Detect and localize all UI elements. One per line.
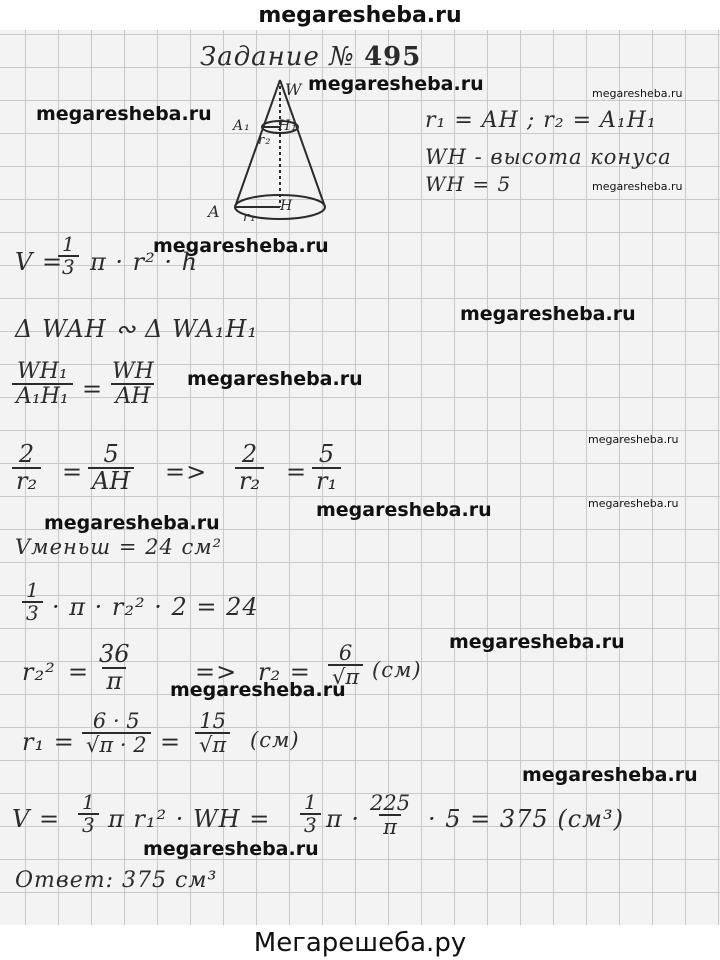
watermark: megaresheba.ru xyxy=(316,499,492,521)
note-height-def: WH - высота конуса xyxy=(425,145,672,169)
ratio-left-num: WH₁ xyxy=(17,359,68,384)
watermark: megaresheba.ru xyxy=(460,303,636,325)
r2-num: 6 xyxy=(338,641,353,665)
final-225-den: π xyxy=(379,814,401,838)
watermark: megaresheba.ru xyxy=(449,631,625,653)
note-height-value: WH = 5 xyxy=(425,172,512,196)
prop-b-left-den: r₂ xyxy=(235,467,264,494)
final-v-lhs: V = xyxy=(12,805,61,833)
note-r1: r₁ = AH xyxy=(425,108,519,133)
r2-unit: (см) xyxy=(372,658,422,682)
prop-b-right-den: r₁ xyxy=(312,467,341,494)
watermark: megaresheba.ru xyxy=(153,235,329,257)
final-225-num: 225 xyxy=(370,791,411,815)
r2sq-num: 36 xyxy=(99,640,130,668)
answer: Ответ: 375 см³ xyxy=(15,868,218,893)
label-a: A xyxy=(208,202,221,221)
r1-eq2: = xyxy=(160,728,182,756)
prop-a-left-den: r₂ xyxy=(12,467,41,494)
prop-b-left-num: 2 xyxy=(241,440,258,468)
final-225 xyxy=(366,792,414,838)
watermark: megaresheba.ru xyxy=(592,180,683,193)
watermark: megaresheba.ru xyxy=(170,679,346,701)
r1-den-b: √π xyxy=(195,732,230,756)
note-r2: ; r₂ = A₁H₁ xyxy=(526,108,657,133)
prop-b-left xyxy=(235,442,264,494)
r2-den: √π xyxy=(328,664,363,688)
ratio-right xyxy=(108,360,158,408)
watermark: megaresheba.ru xyxy=(143,838,319,860)
volume-fraction xyxy=(58,234,79,278)
watermark: megaresheba.ru xyxy=(592,87,683,100)
notebook-page xyxy=(0,30,720,925)
watermark: megaresheba.ru xyxy=(308,73,484,95)
label-a1: A₁ xyxy=(233,118,251,134)
label-r2: r₂ xyxy=(258,133,272,148)
ratio-right-den: AH xyxy=(111,383,154,408)
r1-unit: (см) xyxy=(250,728,300,752)
r2sq-fraction xyxy=(95,642,134,694)
watermark: megaresheba.ru xyxy=(522,764,698,786)
r2-implies: => xyxy=(195,658,238,686)
r1-eq: r₁ = xyxy=(22,728,75,756)
prop-b-right-num: 5 xyxy=(318,440,335,468)
prop-a-right xyxy=(88,442,134,494)
label-h: H xyxy=(280,198,294,214)
prop-a-left-num: 2 xyxy=(18,440,35,468)
prop-a-eq: = xyxy=(62,458,84,486)
watermark: megaresheba.ru xyxy=(187,368,363,390)
r2sq-den: π xyxy=(102,667,126,694)
r1-fraction-a xyxy=(82,710,151,756)
note-radius-line xyxy=(425,108,657,133)
v-smaller: Vменьш = 24 см² xyxy=(15,535,223,559)
label-h1: H₁ xyxy=(278,118,298,134)
ratio-right-num: WH xyxy=(112,359,154,384)
task-number: 495 xyxy=(364,42,422,72)
ratio-left xyxy=(12,360,73,408)
fraction-denominator: 3 xyxy=(58,255,79,278)
r2sq-lhs: r₂² xyxy=(22,658,56,686)
similar-triangles: Δ WAH ∾ Δ WA₁H₁ xyxy=(15,315,258,343)
step-24-rest: · π · r₂² · 2 = 24 xyxy=(52,593,259,621)
final-end: · 5 = 375 (см³) xyxy=(428,805,625,833)
step-24-num: 1 xyxy=(26,578,39,602)
final-third xyxy=(78,792,99,836)
final-pi: π · xyxy=(326,805,361,833)
watermark: megaresheba.ru xyxy=(588,433,679,446)
r2sq-eq: = xyxy=(68,658,90,686)
site-header xyxy=(0,0,720,30)
prop-implies: => xyxy=(165,458,208,486)
watermark: megaresheba.ru xyxy=(588,497,679,510)
prop-b-eq: = xyxy=(286,458,308,486)
r2-eq: r₂ = xyxy=(258,658,311,686)
watermark: megaresheba.ru xyxy=(36,103,212,125)
task-title xyxy=(200,42,421,72)
ratio-eq: = xyxy=(82,375,104,403)
site-footer-text: Мегарешеба.ру xyxy=(253,927,467,958)
task-title-word: Задание № xyxy=(200,42,355,72)
prop-a-right-num: 5 xyxy=(103,440,119,468)
final-third-2-den: 3 xyxy=(300,813,321,836)
prop-b-right xyxy=(312,442,341,494)
r1-den-a: √π · 2 xyxy=(82,732,151,756)
final-mid: π r₁² · WH = xyxy=(108,805,271,833)
step-24-den: 3 xyxy=(22,601,43,624)
final-third-2-num: 1 xyxy=(304,790,317,814)
final-third-2 xyxy=(300,792,321,836)
label-w: W xyxy=(285,80,303,99)
prop-a-left xyxy=(12,442,41,494)
site-footer xyxy=(0,925,720,960)
r1-fraction-b xyxy=(195,710,230,756)
step-24-fraction xyxy=(22,580,43,624)
site-header-text: megaresheba.ru xyxy=(258,2,462,28)
final-third-den: 3 xyxy=(78,813,99,836)
r1-num-a: 6 · 5 xyxy=(92,709,140,733)
prop-a-right-den: AH xyxy=(88,467,134,494)
ratio-left-den: A₁H₁ xyxy=(12,383,73,408)
final-third-num: 1 xyxy=(82,790,95,814)
volume-lhs: V = xyxy=(15,248,64,276)
label-r1: r₁ xyxy=(243,210,257,225)
fraction-numerator: 1 xyxy=(62,232,75,256)
r1-num-b: 15 xyxy=(199,709,226,733)
volume-rhs: π · r² · h xyxy=(90,248,199,276)
watermark: megaresheba.ru xyxy=(44,512,220,534)
